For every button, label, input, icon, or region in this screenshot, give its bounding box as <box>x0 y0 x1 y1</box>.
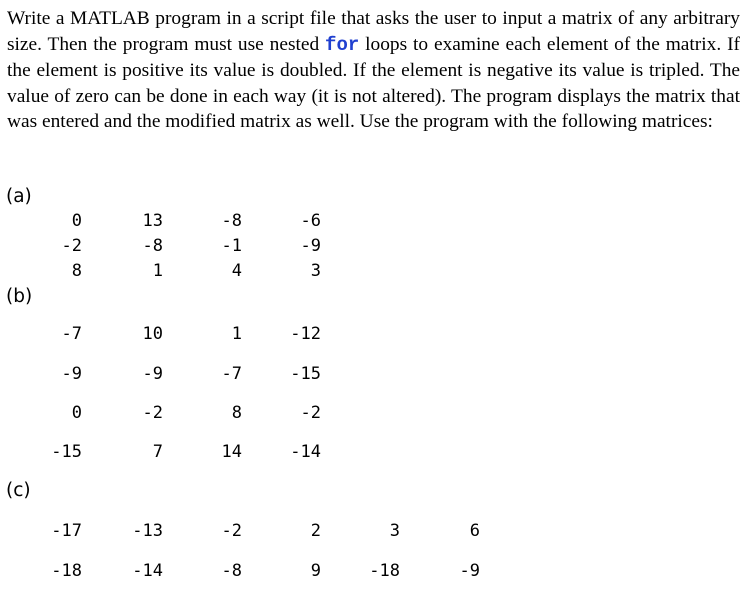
matrix-cell: -2 <box>221 521 242 541</box>
matrix-cell: -12 <box>290 324 321 344</box>
matrix-cell: -18 <box>51 561 82 581</box>
matrix-cell: -8 <box>142 236 163 256</box>
matrix-cell: -15 <box>51 442 82 462</box>
matrix-cell: -9 <box>459 561 480 581</box>
matrix-cell: -9 <box>142 364 163 384</box>
matrix-cell: -8 <box>221 211 242 231</box>
matrix-cell: -18 <box>369 561 400 581</box>
problem-statement <box>7 6 740 135</box>
matrix-cell: -2 <box>300 403 321 423</box>
matrix-cell: 3 <box>310 261 321 281</box>
matrix-cell: -2 <box>142 403 163 423</box>
problem-text-before: Write a MATLAB program in a script file that asks the user to input a matrix of any arbitrary size. Then the program must use nested <box>7 8 740 55</box>
matrix-cell: -6 <box>300 211 321 231</box>
label-a: (a) <box>6 186 32 207</box>
matrix-cell: -17 <box>51 521 82 541</box>
matrix-cell: -14 <box>132 561 163 581</box>
matrix-cell: 3 <box>389 521 400 541</box>
matrix-cell: 7 <box>152 442 163 462</box>
problem-text-after: loops to examine each element of the matrix. If the element is positive its value is doubled. If the element is negative its value is tripled. The value of zero can be done in each way (it is not altered). The program displays the matrix that was entered and the modified matrix as well. Use the program with the following matrices: <box>7 33 740 133</box>
label-b: (b) <box>6 286 33 307</box>
matrix-cell: -1 <box>221 236 242 256</box>
matrix-cell: 13 <box>142 211 163 231</box>
matrix-cell: 0 <box>71 211 82 231</box>
matrix-cell: 1 <box>231 324 242 344</box>
label-c: (c) <box>6 480 31 501</box>
matrix-cell: -8 <box>221 561 242 581</box>
matrix-cell: 1 <box>152 261 163 281</box>
matrix-cell: -2 <box>61 236 82 256</box>
matrix-cell: -15 <box>290 364 321 384</box>
matrix-cell: 10 <box>142 324 163 344</box>
matrix-cell: -14 <box>290 442 321 462</box>
for-keyword: for <box>325 33 360 56</box>
matrix-cell: -7 <box>221 364 242 384</box>
matrix-cell: 2 <box>310 521 321 541</box>
matrix-cell: -13 <box>132 521 163 541</box>
matrix-cell: -7 <box>61 324 82 344</box>
matrix-cell: 9 <box>310 561 321 581</box>
matrix-cell: 14 <box>221 442 242 462</box>
matrix-cell: 4 <box>231 261 242 281</box>
matrix-cell: -9 <box>300 236 321 256</box>
matrix-cell: -9 <box>61 364 82 384</box>
matrix-cell: 6 <box>469 521 480 541</box>
matrix-cell: 8 <box>231 403 242 423</box>
matrix-cell: 0 <box>71 403 82 423</box>
matrix-cell: 8 <box>71 261 82 281</box>
